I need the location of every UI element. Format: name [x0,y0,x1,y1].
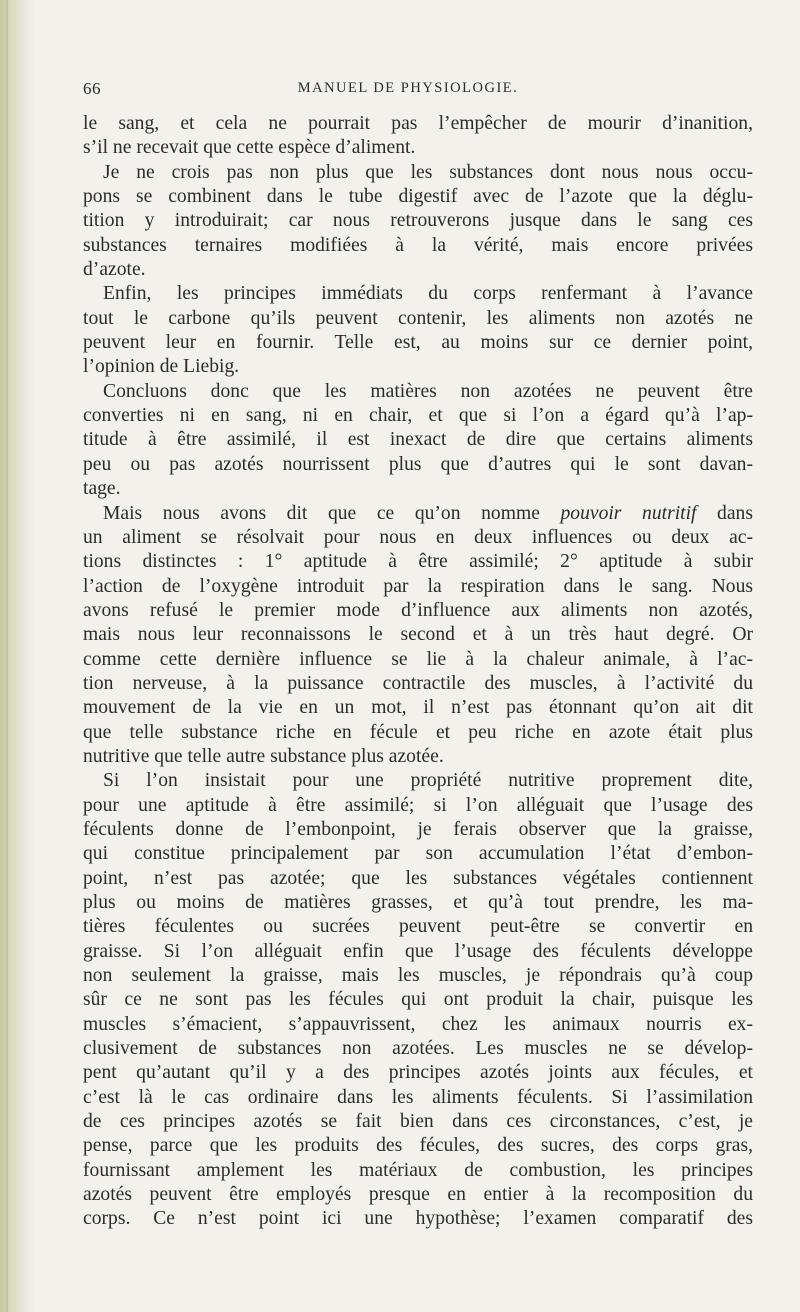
text-line: pense, parce que les produits des fécules, des sucres, des corps gras, [83,1135,753,1157]
text-line: le sang, et cela ne pourrait pas l’empêcher de mourir d’inanition, [83,113,753,134]
text-line: tion nerveuse, à la puissance contractile des muscles, à l’activité du [83,672,753,694]
text-line: comme cette dernière influence se lie à la chaleur animale, à l’ac- [83,648,753,670]
running-head: MANUEL DE PHYSIOLOGIE. [297,80,519,96]
text-line: c’est là le cas ordinaire dans les aliments féculents. Si l’assimilation [83,1086,753,1108]
text-line: corps. Ce n’est point ici une hypothèse; l’examen comparatif des [83,1208,753,1230]
text-line: muscles s’émacient, s’appauvrissent, chez les animaux nourris ex- [83,1013,753,1035]
page-number: 66 [83,79,101,98]
text-line: sûr ce ne sont pas les fécules qui ont produit la chair, puisque les [83,989,753,1011]
text-line: de ces principes azotés se fait bien dans ces circonstances, c’est, je [83,1111,753,1133]
text-line: titude à être assimilé, il est inexact de dire que certains aliments [83,429,753,451]
text-line: point, n’est pas azotée; que les substances végétales contiennent [83,867,753,889]
text-line: un aliment se résolvait pour nous en deux influences ou deux ac- [83,526,753,548]
text-line: féculents donne de l’embonpoint, je ferais observer que la graisse, [83,818,753,840]
text-line: tage. [83,478,121,500]
text-line: substances ternaires modifiées à la vérité, mais encore privées [83,234,753,256]
text-line: l’opinion de Liebig. [83,356,240,378]
text-line: peuvent leur en fournir. Telle est, au moins sur ce dernier point, [83,332,753,354]
text-line: avons refusé le premier mode d’influence aux aliments non azotés, [83,599,753,621]
text-line: Enfin, les principes immédiats du corps renfermant à l’avance [103,283,753,305]
text-line: Je ne crois pas non plus que les substances dont nous nous occu- [103,161,753,183]
text-line: tout le carbone qu’ils peuvent contenir, les aliments non azotés ne [83,307,753,329]
text-line: fournissant amplement les matériaux de combustion, les principes [83,1159,753,1181]
text-line: clusivement de substances non azotées. Les muscles ne se dévelop- [83,1038,753,1060]
text-line: que telle substance riche en fécule et peu riche en azote était plus [83,721,753,743]
text-line: Mais nous avons dit que ce qu’on nomme pouvoir nutritif dans [103,502,753,524]
text-line: Si l’on insistait pour une propriété nutritive proprement dite, [103,770,753,792]
text-line: pour une aptitude à être assimilé; si l’on alléguait que l’usage des [83,794,753,816]
text-line: tition y introduirait; car nous retrouverons jusque dans le sang ces [83,210,753,232]
text-line: pent qu’autant qu’il y a des principes azotés joints aux fécules, et [83,1062,753,1084]
text-line: l’action de l’oxygène introduit par la respiration dans le sang. Nous [83,575,753,597]
text-line: tières féculentes ou sucrées peuvent peut-être se convertir en [83,916,753,938]
text-line: qui constitue principalement par son accumulation l’état d’embon- [83,843,753,865]
text-line: d’azote. [83,259,146,281]
text-line: Concluons donc que les matières non azotées ne peuvent être [103,380,753,402]
text-line: peu ou pas azotés nourrissent plus que d’autres qui le sont davan- [83,453,753,475]
text-line: graisse. Si l’on alléguait enfin que l’usage des féculents développe [83,940,753,962]
body-text [83,112,753,1232]
text-line: azotés peuvent être employés presque en entier à la recomposition du [83,1184,753,1206]
text-line: mais nous leur reconnaissons le second et à un très haut degré. Or [83,624,753,646]
text-line: mouvement de la vie en un mot, il n’est pas étonnant qu’on ait dit [83,697,753,719]
text-line: s’il ne recevait que cette espèce d’aliment. [83,137,416,159]
italic-term: pouvoir nutritif [560,502,697,524]
text-line: pons se combinent dans le tube digestif avec de l’azote que la déglu- [83,186,753,208]
page-header [83,79,733,107]
text-line: nutritive que telle autre substance plus azotée. [83,745,444,767]
page-binding-edge [0,0,36,1312]
text-line: converties ni en sang, ni en chair, et que si l’on a égard qu’à l’ap- [83,405,753,427]
text-line: tions distinctes : 1° aptitude à être assimilé; 2° aptitude à subir [83,551,753,573]
text-line: plus ou moins de matières grasses, et qu’à tout prendre, les ma- [83,892,753,913]
text-line: non seulement la graisse, mais les muscles, je répondrais qu’à coup [83,965,753,987]
